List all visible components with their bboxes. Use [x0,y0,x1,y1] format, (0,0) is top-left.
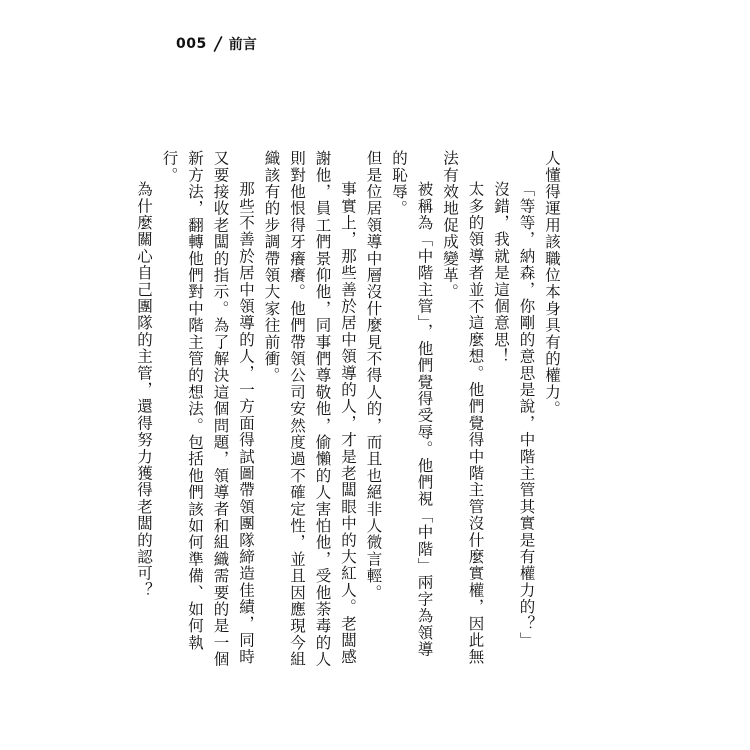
paragraph: 那些不善於居中領導的人，一方面得試圖帶領團隊締造佳績，同時又要接收老闆的指示。為了解決這個問題，領導者和組織需要的是一個新方法，翻轉他們對中階主管的想法。包括他們該如何準備、如何執行。 [160,150,255,668]
paragraph: 事實上，那些善於居中領導的人，才是老闆眼中的大紅人。老闆感謝他，員工們景仰他，同事們尊敬他，偷懶的人害怕他，受他荼毒的人則對他恨得牙癢癢。他們帶領公司安然度過不確定性，並且因應現今組織該有的步調帶領大家往前衝。 [262,150,357,668]
paragraph: 但是位居領導中層沒什麼見不得人的，而且也絕非人微言輕。 [364,150,383,601]
paragraph: 被稱為「中階主管」，他們覺得受辱。他們視「中階」兩字為領導的恥辱。 [390,150,434,658]
paragraph: 沒錯，我就是這個意思！ [492,181,510,365]
slash-icon [213,36,223,52]
paragraph: 太多的領導者並不這麼想。他們覺得中階主管沒什麼實權，因此無法有效地促成變革。 [441,150,485,666]
body-text [135,150,564,670]
paragraph: 人懂得運用該職位本身具有的權力。 [543,150,561,418]
paragraph: 「等等，納森，你剛的意思是說，中階主管其實是有權力的？」 [517,181,536,649]
running-header [176,34,257,54]
page-number: 005 [176,36,207,52]
section-title: 前言 [228,37,257,53]
paragraph: 為什麼關心自己團隊的主管，還得努力獲得老闆的認可？ [135,181,153,599]
